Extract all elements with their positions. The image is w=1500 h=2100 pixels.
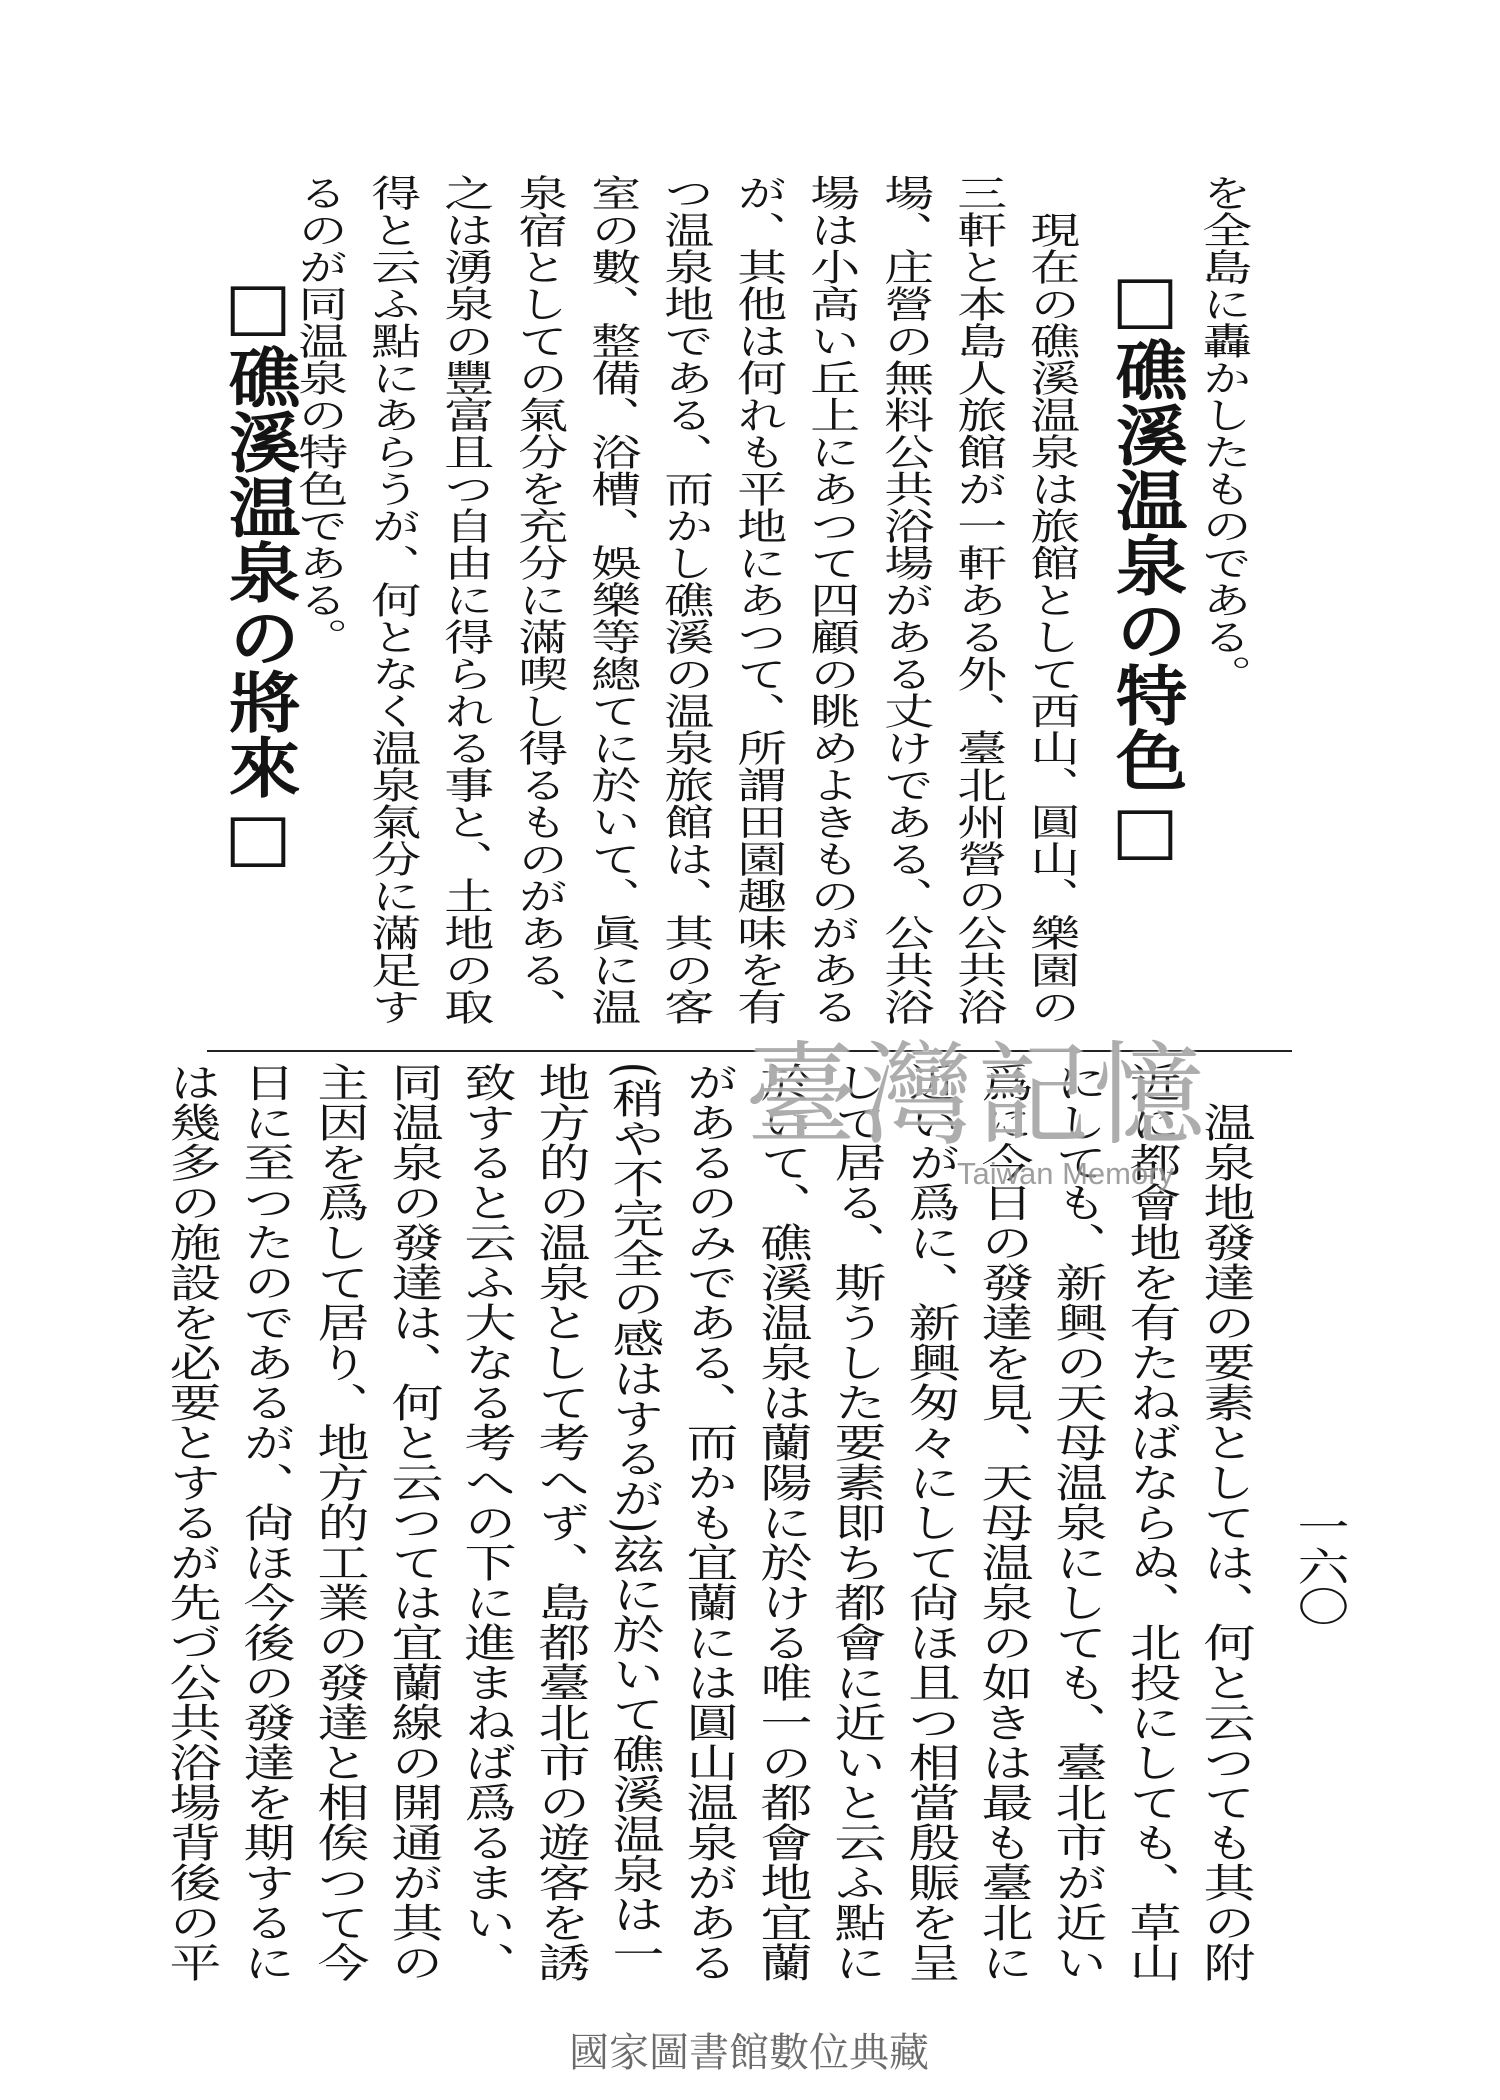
text-column: 場、庄營の無料公共浴場がある丈けである、公共浴	[875, 174, 934, 1025]
text-column: 三軒と本島人旅館が一軒ある外、臺北州營の公共浴	[948, 174, 1007, 1025]
page-number: 一六〇	[1289, 1506, 1349, 1626]
text-column: にしても、新興の天母温泉にしても、臺北市が近い	[1047, 1062, 1107, 1982]
text-column: があるのみである、而かも宜蘭には圓山温泉がある	[678, 1062, 738, 1982]
text-column: 場は小高い丘上にあつて四顧の眺めよきものがある	[801, 174, 860, 1025]
text-column: 温泉地發達の要素としては、何と云つても其の附	[1195, 1102, 1255, 1982]
text-column: 主因を爲して居り、地方的工業の發達と相俟つて今	[309, 1062, 369, 1982]
text-column: 得と云ふ點にあらうが、何となく温泉氣分に滿足す	[362, 174, 421, 1025]
watermark-logo-text: 臺灣記憶	[745, 1031, 1209, 1161]
text-column: るのが同温泉の特色である。	[289, 174, 348, 655]
text-column: 爲に今日の發達を見、天母温泉の如きは最も臺北に	[973, 1062, 1033, 1982]
text-column: して居る、斯うした要素即ち都會に近いと云ふ點に	[826, 1062, 886, 1982]
text-column: (稍や不完全の感はするが)玆に於いて礁溪温泉は一	[604, 1062, 664, 1974]
watermark-subtitle: Taiwan Memory	[957, 1156, 1175, 1191]
text-column: 現在の礁溪温泉は旅館として西山、圓山、樂園の	[1021, 211, 1080, 1025]
text-column: 近に都會地を有たねばならぬ、北投にしても、草山	[1121, 1062, 1181, 1982]
text-column: 之は湧泉の豐富且つ自由に得られる事と、土地の取	[435, 174, 494, 1025]
text-column: 泉宿としての氣分を充分に滿喫し得るものがある、	[509, 174, 568, 1025]
text-column: つ温泉地である、而かし礁溪の温泉旅館は、其の客	[655, 174, 714, 1025]
text-column: 同温泉の發達は、何と云つては宜蘭線の開通が其の	[383, 1062, 443, 1982]
text-column: 致すると云ふ大なる考への下に進まねば爲るまい、	[456, 1062, 516, 1982]
text-column: は幾多の施設を必要とするが先づ公共浴場背後の平	[161, 1062, 221, 1982]
text-column: 近いが爲に、新興匆々にして尙ほ且つ相當殷賑を呈	[900, 1062, 960, 1982]
text-column: 室の數、整備、浴槽、娛樂等總てに於いて、眞に温	[582, 174, 641, 1025]
section-heading-future: □礁溪温泉の將來□	[216, 268, 300, 875]
footer-collection-label: 國家圖書館數位典藏	[569, 2030, 929, 2076]
section-heading-features: □礁溪温泉の特色□	[1103, 261, 1187, 868]
text-column: が、其他は何れも平地にあつて、所謂田園趣味を有	[728, 174, 787, 1025]
text-column: 日に至つたのであるが、尙ほ今後の發達を期するに	[235, 1062, 295, 1982]
text-column: 地方的の温泉として考へず、島都臺北市の遊客を誘	[530, 1062, 590, 1982]
continuation-line: を全島に轟かしたものである。	[1193, 174, 1252, 692]
text-column: 於いて、礁溪温泉は蘭陽に於ける唯一の都會地宜蘭	[752, 1062, 812, 1982]
